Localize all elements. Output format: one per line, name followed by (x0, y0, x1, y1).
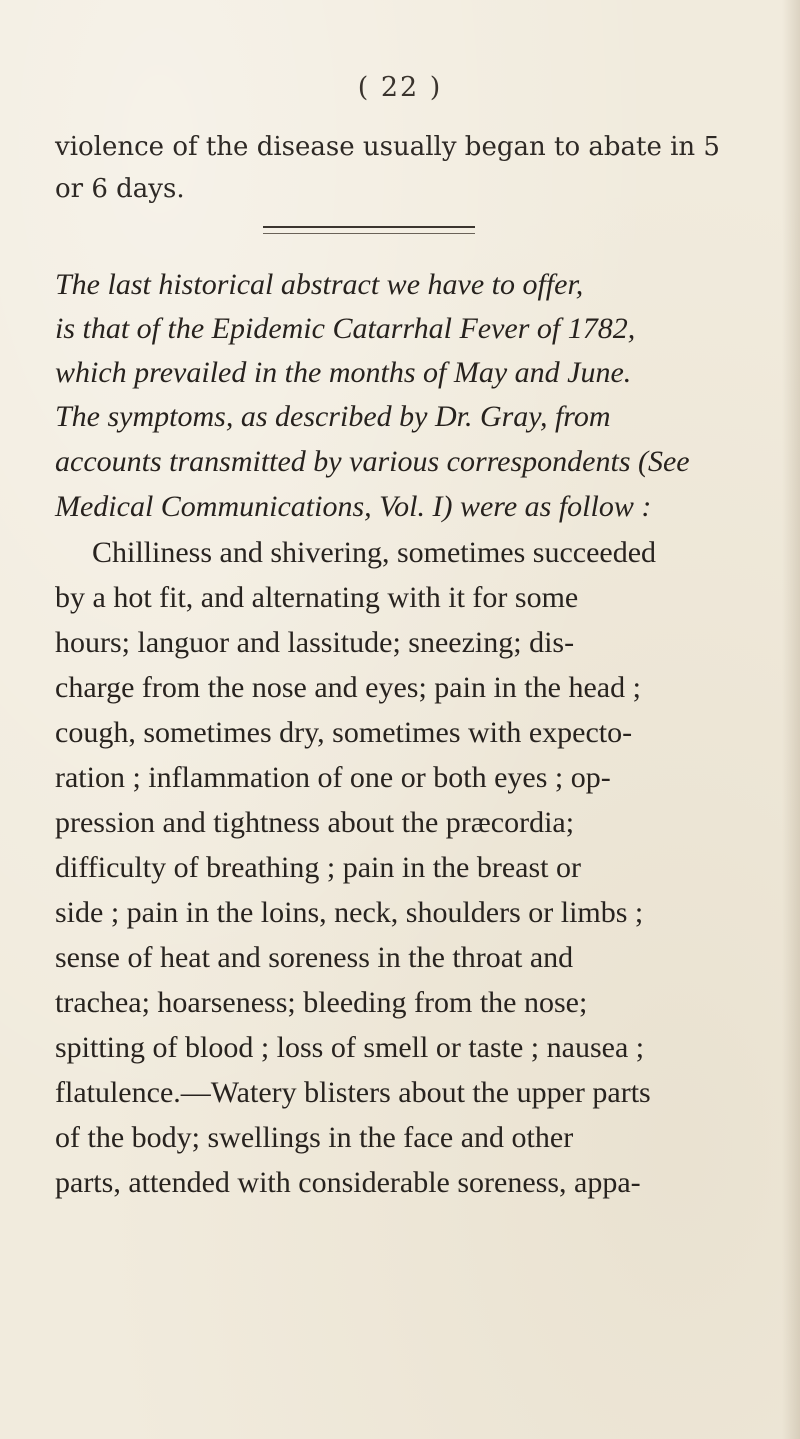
symptom-line-13: flatulence.—Watery blisters about the upper parts (55, 1076, 651, 1109)
symptom-line-4: charge from the nose and eyes; pain in the head ; (55, 671, 641, 704)
symptom-line-8: difficulty of breathing ; pain in the breast or (55, 851, 581, 884)
page-edge-shadow (782, 0, 800, 1439)
symptom-line-7: pression and tightness about the præcordia; (55, 806, 575, 839)
italic-line-6: Medical Communications, Vol. I) were as follow : (55, 490, 652, 523)
italic-line-5: accounts transmitted by various correspondents (See (55, 445, 690, 478)
section-divider (263, 226, 475, 234)
symptom-line-14: of the body; swellings in the face and other (55, 1121, 574, 1154)
symptom-line-2: by a hot fit, and alternating with it for some (55, 581, 579, 614)
symptom-line-1: Chilliness and shivering, sometimes succeeded (92, 536, 657, 569)
italic-line-2: is that of the Epidemic Catarrhal Fever of 1782, (55, 312, 636, 345)
symptom-line-10: sense of heat and soreness in the throat and (55, 941, 574, 974)
italic-line-1: The last historical abstract we have to offer, (55, 268, 584, 301)
italic-line-4: The symptoms, as described by Dr. Gray, from (55, 400, 611, 433)
intro-line-1: violence of the disease usually began to abate in 5 (55, 132, 720, 162)
symptom-line-9: side ; pain in the loins, neck, shoulders or limbs ; (55, 896, 644, 929)
symptom-line-5: cough, sometimes dry, sometimes with expecto- (55, 716, 633, 749)
intro-line-2: or 6 days. (55, 174, 185, 204)
italic-line-3: which prevailed in the months of May and June. (55, 356, 632, 389)
symptom-line-11: trachea; hoarseness; bleeding from the nose; (55, 986, 588, 1019)
symptom-line-12: spitting of blood ; loss of smell or taste ; nausea ; (55, 1031, 645, 1064)
symptom-line-6: ration ; inflammation of one or both eyes ; op- (55, 761, 611, 794)
symptom-line-3: hours; languor and lassitude; sneezing; dis- (55, 626, 575, 659)
page-number: ( 22 ) (357, 72, 443, 103)
symptom-line-15: parts, attended with considerable soreness, appa- (55, 1166, 641, 1199)
